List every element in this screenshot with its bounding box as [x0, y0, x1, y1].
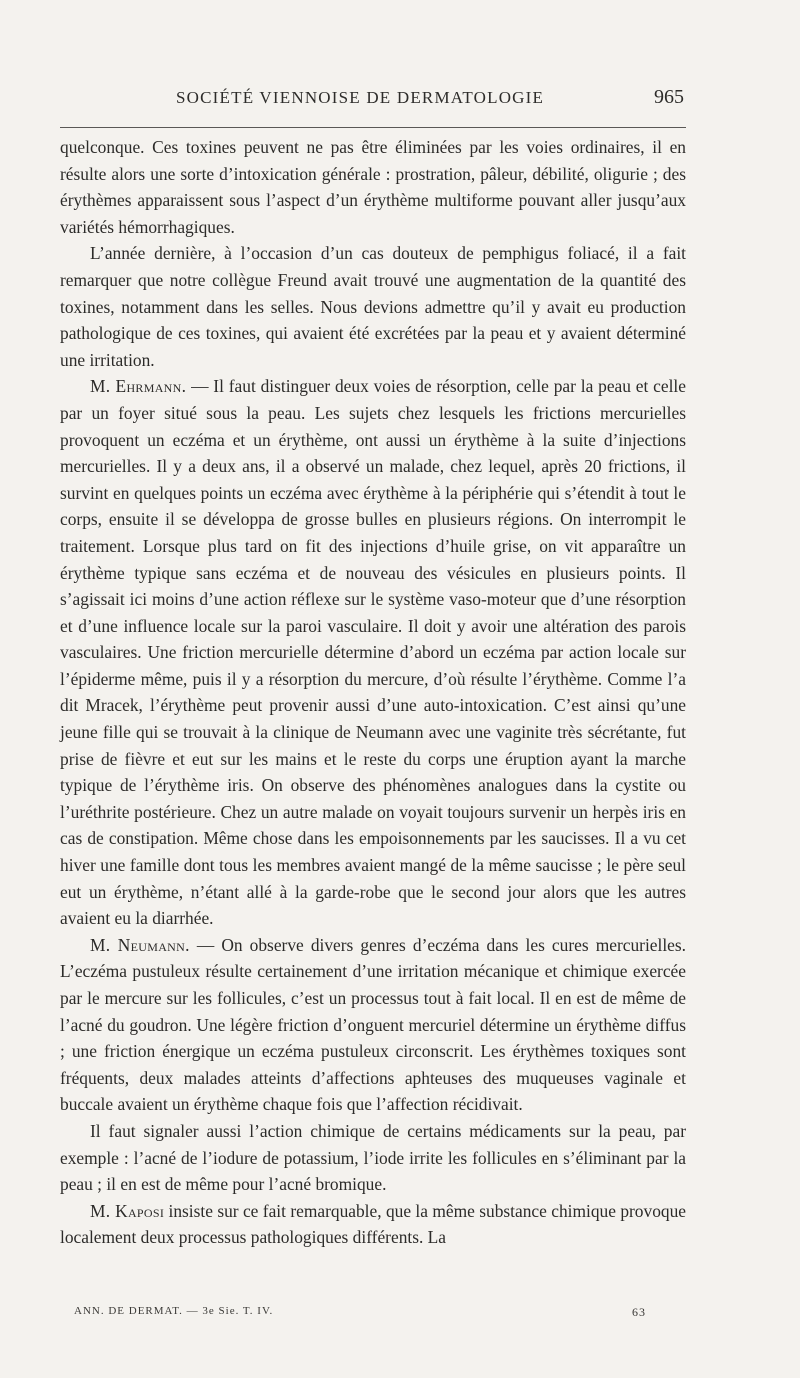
page-number: 965: [654, 86, 684, 108]
paragraph: [60, 1118, 686, 1198]
paragraph: [60, 932, 686, 1118]
paragraph-text: — Il faut distinguer deux voies de résorption, celle par la peau et celle par un foyer situé sous la peau. Les sujets chez lesquels les frictions mercurielles provoquent un eczéma et un érythème, ont aussi un érythème à la suite d’injections mercurielles. Il y a deux ans, il a observé un malade, chez lequel, après 20 frictions, il survint en quelques points un eczéma avec érythème à la périphérie qui s’étendit à tout le corps, ensuite il se développa de grosse bulles en plusieurs régions. On interrompit le traitement. Lorsque plus tard on fit des injections d’huile grise, on vit apparaître un érythème typique sans eczéma et de nouveau des vésicules en plusieurs points. Il s’agissait ici moins d’une action réflexe sur le système vaso-moteur que d’une résorption et d’une influence locale sur la paroi vasculaire. Il doit y avoir une altération des parois vasculaires. Une friction mercurielle détermine d’abord un eczéma par action locale sur l’épiderme même, puis il y a résorption du mercure, d’où résulte l’érythème. Comme l’a dit Mracek, l’érythème peut provenir aussi d’une auto-intoxication. C’est ainsi qu’une jeune fille qui se trouvait à la clinique de Neumann avec une vaginite très sécrétante, fut prise de fièvre et eut sur les mains et le reste du corps une éruption ayant la marche typique de l’érythème iris. On observe des phénomènes analogues dans la cystite ou l’uréthrite postérieure. Chez un autre malade on voyait toujours survenir un herpès iris en cas de constipation. Même chose dans les empoisonnements par les saucisses. Il a vu cet hiver une famille dont tous les membres avaient mangé de la même saucisse ; le père seul eut un érythème, n’étant allé à la garde-robe que le second jour alors que les autres avaient eu la diarrhée.: [60, 376, 686, 929]
paragraph: [60, 134, 686, 240]
paragraph-text: L’année dernière, à l’occasion d’un cas douteux de pemphigus foliacé, il a fait remarquer que notre collègue Freund avait trouvé une augmentation de la quantité des toxines, notamment dans les selles. Nous devions admettre qu’il y avait eu production pathologique de ces toxines, qui avaient été excrétées par la peau et y avaient déterminé une irritation.: [60, 243, 686, 370]
paragraph-text: insiste sur ce fait remarquable, que la même substance chimique provoque localement deux processus pathologiques différents. La: [60, 1200, 686, 1248]
body-text: [60, 134, 686, 1251]
paragraph: [60, 240, 686, 373]
speaker-name: M. Kaposi: [90, 1200, 165, 1221]
page-footer: [60, 1305, 686, 1325]
paragraph: [60, 373, 686, 931]
journal-reference: ANN. DE DERMAT. — 3e Sie. T. IV.: [74, 1305, 274, 1317]
speaker-name: M. Neumann.: [90, 934, 190, 955]
running-head: [60, 88, 686, 116]
paragraph-text: quelconque. Ces toxines peuvent ne pas être éliminées par les voies ordinaires, il en résulte alors une sorte d’intoxication générale : prostration, pâleur, débilité, oligurie ; des érythèmes apparaissent sous l’aspect d’un érythème multiforme pouvant aller jusqu’aux variétés hémorrhagiques.: [60, 137, 686, 237]
paragraph: [60, 1198, 686, 1251]
running-title: SOCIÉTÉ VIENNOISE DE DERMATOLOGIE: [176, 88, 545, 107]
paragraph-text: Il faut signaler aussi l’action chimique de certains médicaments sur la peau, par exemple : l’acné de l’iodure de potassium, l’iode irrite les follicules en s’éliminant par la peau ; il en est de même pour l’acné bromique.: [60, 1120, 686, 1195]
signature-mark: 63: [632, 1305, 646, 1319]
speaker-name: M. Ehrmann.: [90, 376, 187, 397]
header-rule: [60, 127, 686, 128]
paragraph-text: — On observe divers genres d’eczéma dans les cures mercurielles. L’eczéma pustuleux résulte certainement d’une irritation mécanique et chimique exercée par le mercure sur les follicules, c’est un processus tout à fait local. Il en est de même de l’acné du goudron. Une légère friction d’onguent mercuriel détermine un érythème diffus ; une friction énergique un eczéma pustuleux circonscrit. Les érythèmes toxiques sont fréquents, deux malades atteints d’affections aphteuses des muqueuses vaginale et buccale avaient un érythème chaque fois que l’affection récidivait.: [60, 934, 686, 1115]
